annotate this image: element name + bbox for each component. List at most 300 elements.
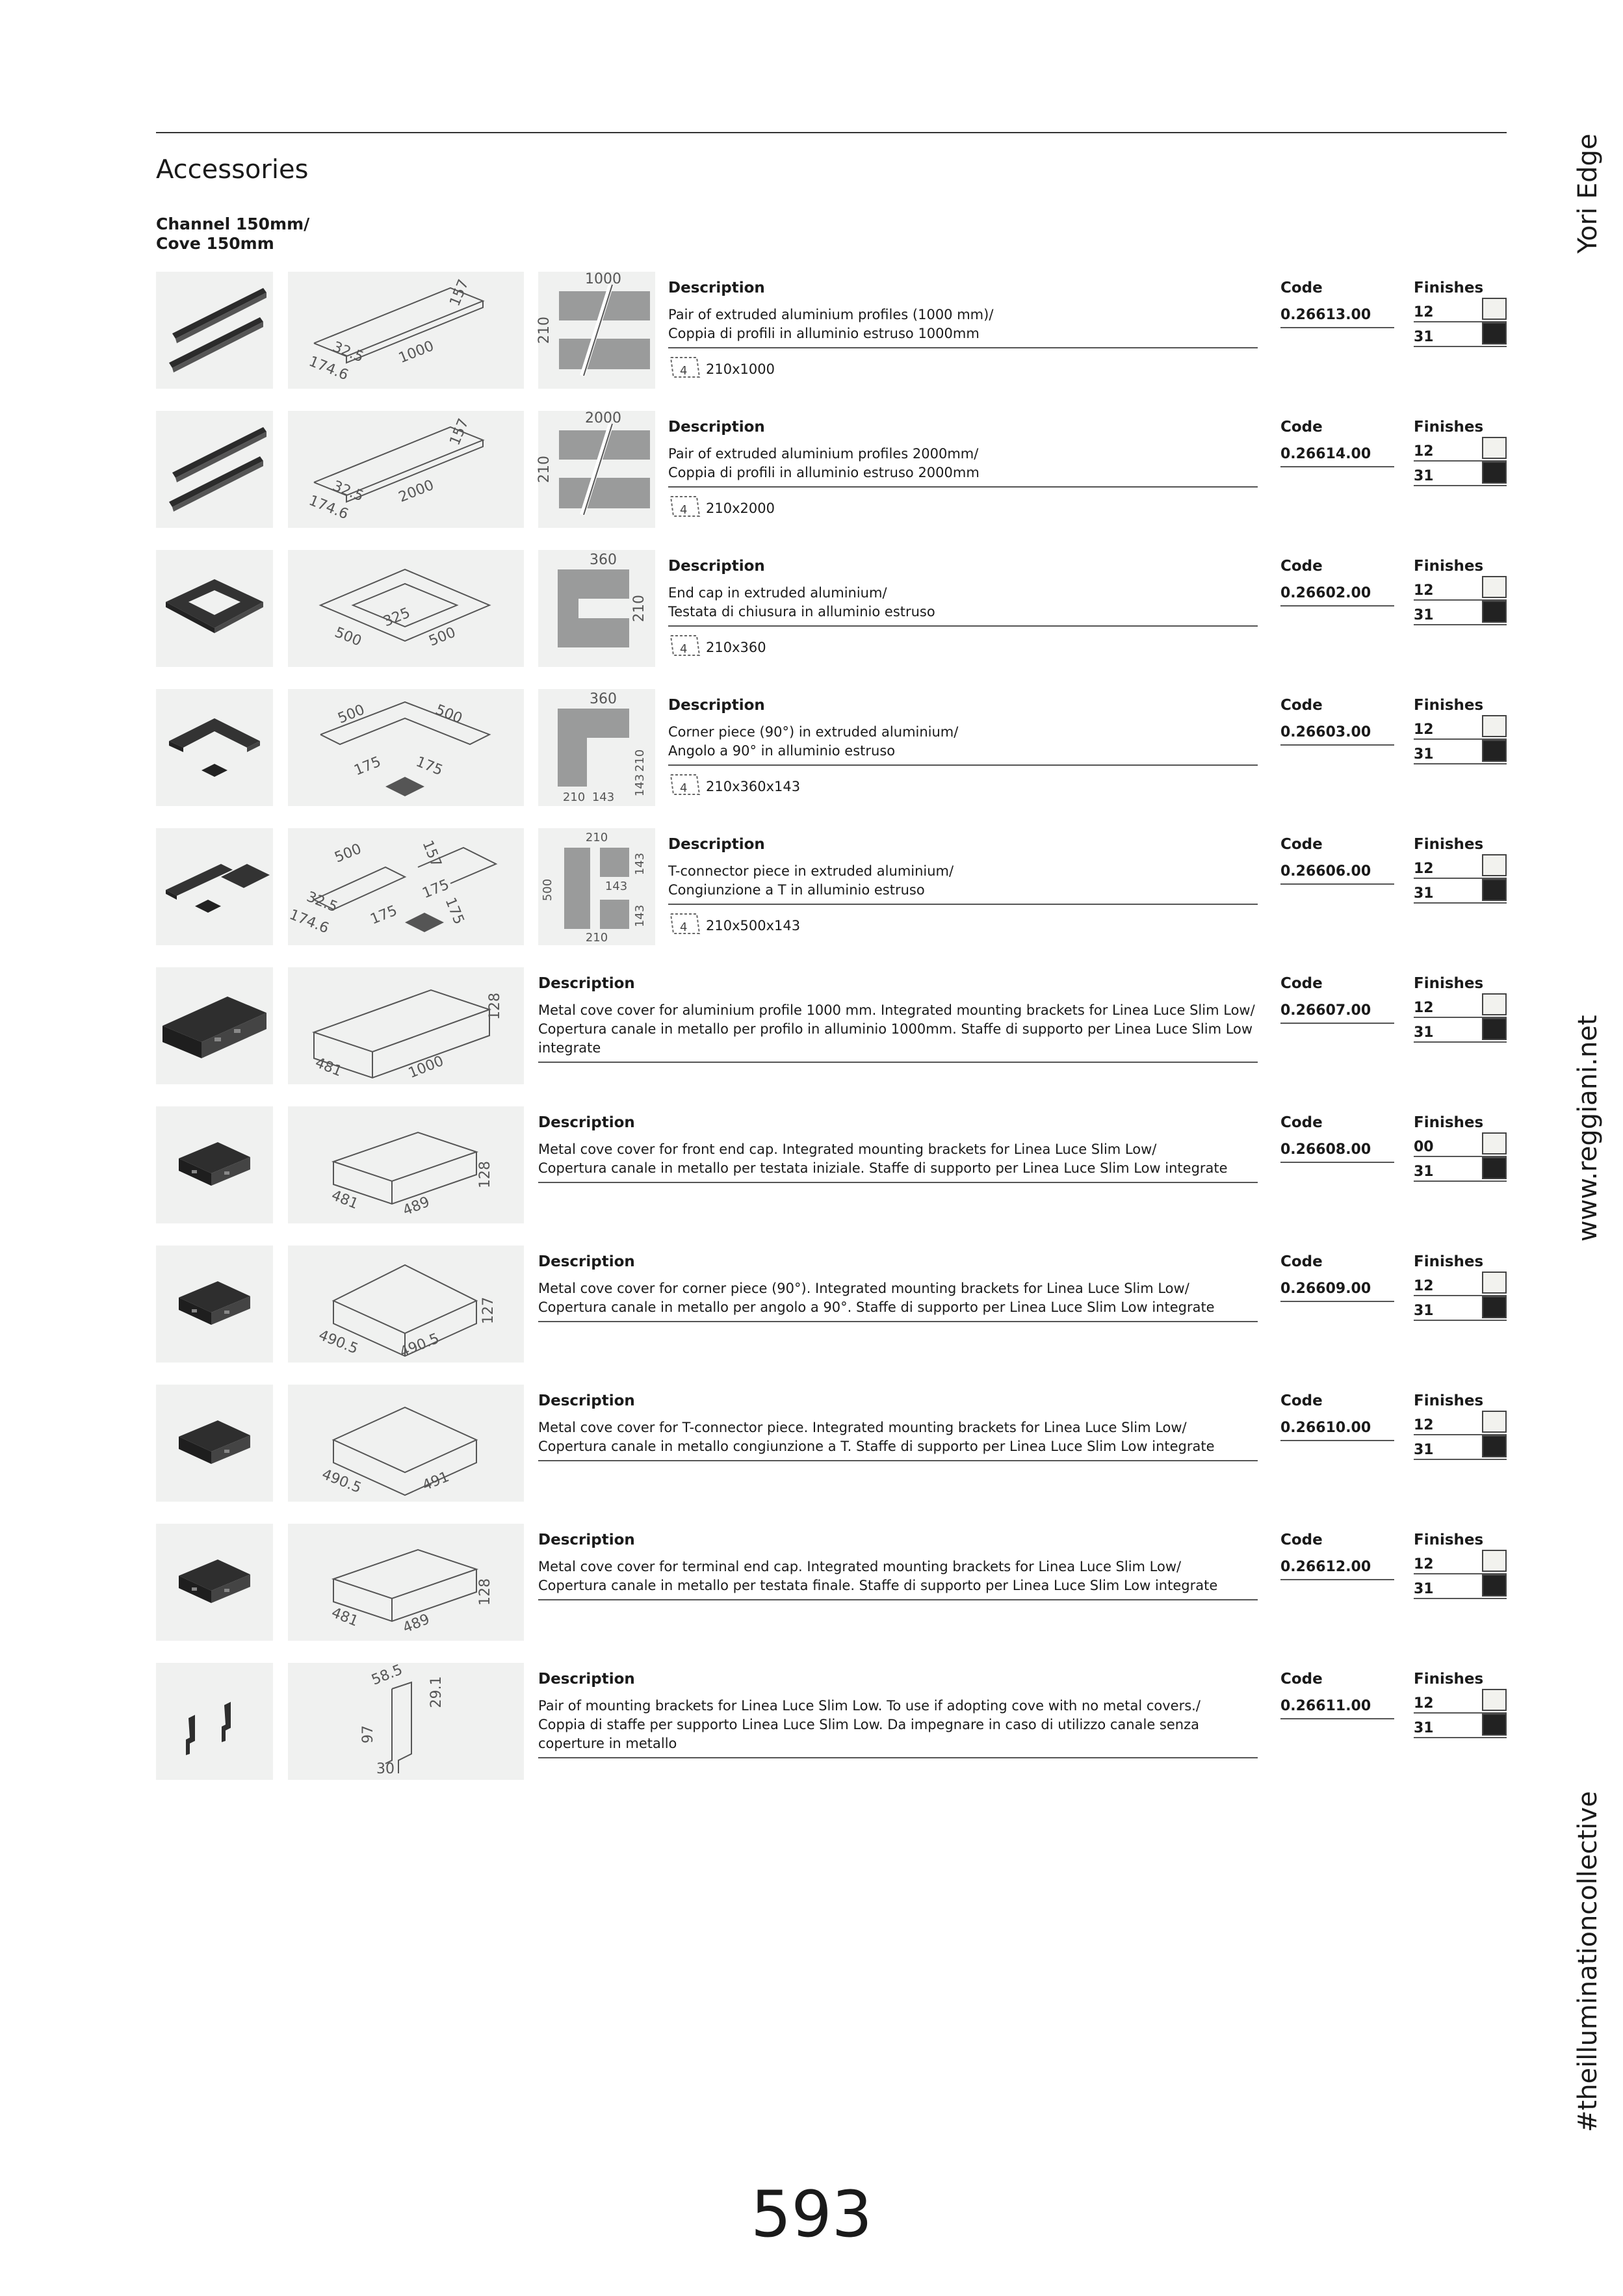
dimension-svg	[288, 411, 524, 528]
description-label: Description	[668, 558, 765, 575]
side-label-hashtag: #theilluminationcollective	[1573, 1791, 1603, 2132]
finish-swatch-black[interactable]	[1482, 462, 1507, 484]
finish-option[interactable]	[1414, 463, 1507, 486]
product-photo	[156, 1385, 273, 1502]
finish-code: 31	[1414, 1164, 1434, 1180]
description-block	[668, 697, 1258, 798]
dimension-label: 97	[360, 1725, 376, 1743]
cutout-icon	[668, 355, 702, 381]
product-code: 0.26608.00	[1280, 1141, 1394, 1163]
section-subtitle	[156, 215, 309, 254]
finish-option[interactable]	[1414, 602, 1507, 625]
description-line: coperture in metallo	[538, 1736, 677, 1751]
dimension-label: 175	[352, 753, 383, 779]
finish-swatch-black[interactable]	[1482, 1574, 1507, 1597]
finish-code: 12	[1414, 1417, 1434, 1433]
finish-option[interactable]	[1414, 577, 1507, 601]
description-text	[538, 1140, 1258, 1183]
finish-option[interactable]	[1414, 716, 1507, 740]
code-block	[1280, 419, 1394, 467]
ceiling-cutout	[668, 355, 1258, 381]
dimension-label: 32.5	[330, 339, 366, 366]
dimension-label: 30	[376, 1761, 395, 1777]
finish-code: 31	[1414, 885, 1434, 902]
product-photo	[156, 689, 273, 806]
product-code: 0.26603.00	[1280, 724, 1394, 746]
dimension-svg	[288, 272, 524, 389]
finish-option[interactable]	[1414, 1412, 1507, 1435]
description-label: Description	[668, 697, 765, 714]
dimension-label: 491	[420, 1468, 452, 1494]
dimension-label: 174.6	[287, 906, 331, 937]
code-block	[1280, 836, 1394, 885]
finish-swatch-black[interactable]	[1482, 1435, 1507, 1457]
description-line: Congiunzione a T in alluminio estruso	[668, 882, 925, 898]
cross-section-drawing	[538, 411, 655, 528]
description-text	[668, 723, 1258, 766]
svg-text:210: 210	[631, 595, 647, 622]
code-block	[1280, 1671, 1394, 1719]
description-line: Copertura canale in metallo per testata iniziale. Staffe di supporto per Linea Luce Slim Low integrate	[538, 1160, 1228, 1176]
finishes-label: Finishes	[1414, 1532, 1484, 1548]
cross-section-drawing	[538, 550, 655, 667]
code-block	[1280, 280, 1394, 328]
accessory-row	[156, 1106, 1507, 1223]
product-photo	[156, 967, 273, 1084]
finish-option[interactable]	[1414, 855, 1507, 879]
finish-code: 31	[1414, 1720, 1434, 1736]
dimension-label: 174.6	[306, 492, 351, 523]
dimension-drawing	[288, 411, 524, 528]
dimension-drawing	[288, 1524, 524, 1641]
finishes-label: Finishes	[1414, 697, 1484, 714]
description-block	[538, 1253, 1258, 1322]
cross-section-svg	[538, 272, 655, 389]
svg-text:143: 143	[633, 852, 647, 876]
dimension-label: 32.5	[304, 889, 340, 916]
svg-text:4: 4	[680, 920, 688, 934]
finish-swatch-black[interactable]	[1482, 322, 1507, 345]
finishes-block	[1414, 419, 1507, 486]
svg-text:500: 500	[541, 878, 554, 902]
description-block	[668, 419, 1258, 520]
code-label: Code	[1280, 280, 1323, 296]
finishes-block	[1414, 975, 1507, 1043]
description-text	[668, 445, 1258, 488]
dimension-svg	[288, 828, 524, 945]
svg-text:210: 210	[585, 931, 608, 945]
dimension-label: 128	[477, 1578, 493, 1606]
side-label-product: Yori Edge	[1573, 133, 1603, 254]
finish-option[interactable]	[1414, 880, 1507, 904]
finish-swatch-white[interactable]	[1482, 576, 1507, 598]
svg-text:143: 143	[591, 790, 615, 804]
description-line: Copertura canale in metallo per angolo a 90°. Staffe di supporto per Linea Luce Slim Low integrate	[538, 1299, 1215, 1315]
page-title: Accessories	[156, 155, 309, 185]
dimension-drawing	[288, 1106, 524, 1223]
cutout-size: 210x2000	[706, 501, 775, 516]
finishes-block	[1414, 697, 1507, 764]
finishes-block	[1414, 1253, 1507, 1321]
description-line: Copertura canale in metallo congiunzione a T. Staffe di supporto per Linea Luce Slim Low integrate	[538, 1439, 1215, 1454]
finish-code: 12	[1414, 1695, 1434, 1712]
description-line: Coppia di profili in alluminio estruso 1000mm	[668, 326, 980, 341]
description-block	[668, 558, 1258, 659]
dimension-svg	[288, 689, 524, 806]
code-label: Code	[1280, 419, 1323, 436]
description-text	[538, 1558, 1258, 1600]
accessory-row	[156, 550, 1507, 667]
finish-swatch-white[interactable]	[1482, 1132, 1507, 1155]
cross-section-svg	[538, 411, 655, 528]
dimension-drawing	[288, 967, 524, 1084]
svg-text:143: 143	[633, 904, 647, 928]
description-line: Copertura canale in metallo per profilo in alluminio 1000mm. Staffe di supporto per Linea Luce Slim Low	[538, 1021, 1253, 1037]
svg-text:4: 4	[680, 781, 688, 795]
product-code: 0.26610.00	[1280, 1420, 1394, 1441]
svg-text:2000: 2000	[585, 410, 621, 426]
dimension-label: 325	[381, 605, 413, 631]
description-line: Testata di chiusura in alluminio estruso	[668, 604, 935, 620]
finish-swatch-white[interactable]	[1482, 1272, 1507, 1294]
finish-option[interactable]	[1414, 1437, 1507, 1460]
product-photo	[156, 411, 273, 528]
dimension-label: 32.5	[330, 478, 366, 505]
cutout-size: 210x360x143	[706, 779, 801, 794]
product-photo	[156, 550, 273, 667]
dimension-label: 157	[447, 277, 473, 309]
description-label: Description	[668, 280, 765, 296]
finish-swatch-black[interactable]	[1482, 1018, 1507, 1040]
finishes-label: Finishes	[1414, 975, 1484, 992]
description-line: Metal cove cover for T-connector piece. Integrated mounting brackets for Linea Luce Slim Low/	[538, 1420, 1187, 1435]
description-block	[538, 1532, 1258, 1600]
ceiling-cutout	[668, 772, 1258, 798]
finishes-label: Finishes	[1414, 1253, 1484, 1270]
finish-swatch-black[interactable]	[1482, 1157, 1507, 1179]
cutout-size: 210x360	[706, 640, 766, 655]
dimension-label: 58.5	[369, 1662, 405, 1689]
product-photo	[156, 1106, 273, 1223]
code-block	[1280, 558, 1394, 607]
finish-swatch-black[interactable]	[1482, 601, 1507, 623]
description-label: Description	[538, 1532, 635, 1548]
subtitle-line: Channel 150mm/	[156, 215, 310, 233]
finish-code: 31	[1414, 746, 1434, 763]
ceiling-cutout	[668, 494, 1258, 520]
dimension-drawing	[288, 1246, 524, 1363]
code-label: Code	[1280, 1114, 1323, 1131]
dimension-label: 1000	[396, 337, 437, 367]
dimension-svg	[288, 1663, 524, 1780]
finish-option[interactable]	[1414, 438, 1507, 462]
dimension-label: 490.5	[397, 1330, 442, 1361]
finish-swatch-black[interactable]	[1482, 740, 1507, 762]
dimension-label: 500	[335, 701, 367, 727]
svg-text:143: 143	[604, 880, 628, 893]
svg-text:360: 360	[590, 691, 617, 707]
finish-swatch-white[interactable]	[1482, 854, 1507, 876]
dimension-label: 500	[332, 841, 364, 867]
finish-swatch-white[interactable]	[1482, 298, 1507, 320]
description-text	[668, 584, 1258, 627]
description-text	[538, 1418, 1258, 1461]
finishes-block	[1414, 836, 1507, 904]
code-label: Code	[1280, 697, 1323, 714]
finishes-label: Finishes	[1414, 836, 1484, 853]
dimension-label: 1000	[406, 1052, 447, 1082]
code-block	[1280, 1392, 1394, 1441]
finishes-block	[1414, 280, 1507, 347]
svg-text:360: 360	[590, 552, 617, 568]
code-label: Code	[1280, 1532, 1323, 1548]
product-code: 0.26609.00	[1280, 1281, 1394, 1302]
dimension-label: 157	[447, 416, 473, 448]
cross-section-drawing	[538, 272, 655, 389]
svg-text:4: 4	[680, 364, 688, 378]
cutout-icon	[668, 633, 702, 659]
code-label: Code	[1280, 1392, 1323, 1409]
product-code: 0.26611.00	[1280, 1698, 1394, 1719]
svg-text:210: 210	[562, 790, 586, 804]
cross-section-drawing	[538, 689, 655, 806]
product-photo	[156, 272, 273, 389]
finish-code: 31	[1414, 1442, 1434, 1458]
cutout-icon	[668, 911, 702, 937]
dimension-label: 490.5	[316, 1327, 361, 1358]
description-label: Description	[538, 1392, 635, 1409]
description-block	[538, 1114, 1258, 1183]
cross-section-svg	[538, 689, 655, 806]
description-text	[668, 862, 1258, 905]
finish-code: 31	[1414, 607, 1434, 623]
description-line: Pair of extruded aluminium profiles 2000mm/	[668, 446, 979, 462]
description-block	[668, 836, 1258, 937]
product-code: 0.26614.00	[1280, 446, 1394, 467]
code-label: Code	[1280, 975, 1323, 992]
description-line: integrate	[538, 1040, 601, 1056]
description-line: Metal cove cover for corner piece (90°). Integrated mounting brackets for Linea Luce Slim Low/	[538, 1281, 1189, 1296]
description-label: Description	[538, 1114, 635, 1131]
product-code: 0.26607.00	[1280, 1002, 1394, 1024]
dimension-drawing	[288, 1663, 524, 1780]
dimension-drawing	[288, 1385, 524, 1502]
description-text	[538, 1279, 1258, 1322]
description-line: Metal cove cover for aluminium profile 1000 mm. Integrated mounting brackets for Linea Luce Slim Low/	[538, 1002, 1255, 1018]
cutout-size: 210x1000	[706, 361, 775, 377]
accessory-row	[156, 828, 1507, 945]
cross-section-svg	[538, 550, 655, 667]
description-label: Description	[538, 1253, 635, 1270]
finish-option[interactable]	[1414, 1019, 1507, 1043]
accessory-row	[156, 689, 1507, 806]
dimension-label: 481	[313, 1054, 344, 1080]
description-text	[538, 1697, 1258, 1758]
description-line: Pair of mounting brackets for Linea Luce Slim Low. To use if adopting cove with no metal covers./	[538, 1698, 1201, 1714]
finishes-label: Finishes	[1414, 1392, 1484, 1409]
svg-text:210: 210	[633, 749, 647, 772]
dimension-label: 174.6	[306, 353, 351, 384]
dimension-label: 29.1	[428, 1676, 445, 1708]
finish-code: 12	[1414, 722, 1434, 738]
dimension-label: 175	[441, 895, 467, 927]
description-line: Coppia di staffe per supporto Linea Luce Slim Low. Da impegnare in caso di utilizzo canale senza	[538, 1717, 1199, 1732]
description-label: Description	[538, 1671, 635, 1688]
cutout-size: 210x500x143	[706, 918, 801, 933]
product-code: 0.26602.00	[1280, 585, 1394, 607]
finish-code: 31	[1414, 1303, 1434, 1319]
product-photo	[156, 1524, 273, 1641]
finishes-label: Finishes	[1414, 280, 1484, 296]
finish-option[interactable]	[1414, 741, 1507, 764]
finishes-label: Finishes	[1414, 558, 1484, 575]
finish-swatch-white[interactable]	[1482, 437, 1507, 459]
finish-option[interactable]	[1414, 1690, 1507, 1714]
dimension-label: 175	[413, 753, 445, 779]
code-block	[1280, 697, 1394, 746]
dimension-label: 175	[420, 876, 452, 902]
finishes-block	[1414, 558, 1507, 625]
accessory-row	[156, 1246, 1507, 1363]
finish-swatch-white[interactable]	[1482, 993, 1507, 1015]
accessory-row	[156, 967, 1507, 1084]
finish-option[interactable]	[1414, 1273, 1507, 1296]
finish-code: 31	[1414, 1581, 1434, 1597]
finish-swatch-white[interactable]	[1482, 715, 1507, 737]
description-label: Description	[538, 975, 635, 992]
side-label-website[interactable]: www.reggiani.net	[1573, 1015, 1603, 1242]
page-number: 593	[750, 2178, 873, 2252]
finishes-block	[1414, 1392, 1507, 1460]
dimension-label: 175	[368, 902, 400, 928]
cross-section-drawing	[538, 828, 655, 945]
description-label: Description	[668, 419, 765, 436]
finish-swatch-black[interactable]	[1482, 1296, 1507, 1318]
finishes-label: Finishes	[1414, 1671, 1484, 1688]
dimension-label: 481	[329, 1187, 361, 1213]
product-photo	[156, 828, 273, 945]
description-text	[538, 1001, 1258, 1063]
cross-section-svg	[538, 828, 655, 945]
description-block	[538, 1392, 1258, 1461]
accessory-row	[156, 411, 1507, 528]
finish-code: 31	[1414, 468, 1434, 484]
finish-code: 12	[1414, 1278, 1434, 1294]
finish-code: 12	[1414, 582, 1434, 599]
finishes-block	[1414, 1114, 1507, 1182]
code-block	[1280, 975, 1394, 1024]
dimension-label: 157	[419, 838, 445, 870]
dimension-drawing	[288, 272, 524, 389]
accessory-row	[156, 1524, 1507, 1641]
finish-code: 12	[1414, 861, 1434, 877]
finish-option[interactable]	[1414, 1715, 1507, 1738]
finish-code: 00	[1414, 1139, 1434, 1155]
finish-option[interactable]	[1414, 1576, 1507, 1599]
finish-option[interactable]	[1414, 299, 1507, 322]
finish-swatch-white[interactable]	[1482, 1550, 1507, 1572]
description-block	[538, 1671, 1258, 1758]
code-block	[1280, 1114, 1394, 1163]
description-block	[538, 975, 1258, 1063]
dimension-label: 490.5	[319, 1466, 364, 1497]
description-line: Coppia di profili in alluminio estruso 2000mm	[668, 465, 980, 480]
ceiling-cutout	[668, 911, 1258, 937]
finish-code: 31	[1414, 329, 1434, 345]
dimension-label: 128	[487, 993, 503, 1020]
description-line: End cap in extruded aluminium/	[668, 585, 887, 601]
description-line: Copertura canale in metallo per testata finale. Staffe di supporto per Linea Luce Slim Low integrate	[538, 1578, 1218, 1593]
svg-text:4: 4	[680, 503, 688, 517]
finish-option[interactable]	[1414, 1551, 1507, 1574]
description-line: Pair of extruded aluminium profiles (1000 mm)/	[668, 307, 994, 322]
code-label: Code	[1280, 558, 1323, 575]
dimension-drawing	[288, 689, 524, 806]
dimension-label: 489	[400, 1194, 432, 1220]
finish-code: 12	[1414, 304, 1434, 320]
finish-option[interactable]	[1414, 995, 1507, 1018]
product-photo	[156, 1663, 273, 1780]
finish-option[interactable]	[1414, 1134, 1507, 1157]
dimension-svg	[288, 1246, 524, 1363]
description-line: Corner piece (90°) in extruded aluminium/	[668, 724, 959, 740]
dimension-svg	[288, 1524, 524, 1641]
description-label: Description	[668, 836, 765, 853]
top-rule	[156, 132, 1507, 133]
accessory-row	[156, 1385, 1507, 1502]
svg-text:143: 143	[633, 774, 647, 797]
finish-swatch-black[interactable]	[1482, 879, 1507, 901]
dimension-label: 500	[433, 701, 465, 727]
finish-code: 12	[1414, 1000, 1434, 1016]
finish-swatch-white[interactable]	[1482, 1689, 1507, 1711]
ceiling-cutout	[668, 633, 1258, 659]
finishes-block	[1414, 1671, 1507, 1738]
code-label: Code	[1280, 1671, 1323, 1688]
dimension-label: 500	[426, 624, 458, 650]
svg-text:210: 210	[536, 317, 552, 344]
finish-code: 12	[1414, 1556, 1434, 1572]
description-line: Metal cove cover for terminal end cap. Integrated mounting brackets for Linea Luce Slim Low/	[538, 1559, 1182, 1574]
finish-option[interactable]	[1414, 1298, 1507, 1321]
svg-text:210: 210	[536, 456, 552, 483]
dimension-label: 128	[477, 1161, 493, 1188]
dimension-label: 2000	[396, 476, 437, 506]
subtitle-line: Cove 150mm	[156, 234, 274, 253]
finish-option[interactable]	[1414, 1158, 1507, 1182]
dimension-svg	[288, 1106, 524, 1223]
dimension-svg	[288, 967, 524, 1084]
finishes-block	[1414, 1532, 1507, 1599]
description-line: Angolo a 90° in alluminio estruso	[668, 743, 896, 759]
svg-text:1000: 1000	[585, 271, 621, 287]
code-label: Code	[1280, 1253, 1323, 1270]
cutout-icon	[668, 494, 702, 520]
finish-swatch-white[interactable]	[1482, 1411, 1507, 1433]
svg-text:210: 210	[585, 831, 608, 844]
code-label: Code	[1280, 836, 1323, 853]
dimension-label: 489	[400, 1611, 432, 1637]
description-text	[668, 306, 1258, 348]
description-line: Metal cove cover for front end cap. Integrated mounting brackets for Linea Luce Slim Low/	[538, 1141, 1157, 1157]
product-code: 0.26606.00	[1280, 863, 1394, 885]
finishes-label: Finishes	[1414, 1114, 1484, 1131]
finish-option[interactable]	[1414, 324, 1507, 347]
dimension-drawing	[288, 550, 524, 667]
dimension-label: 481	[329, 1604, 361, 1630]
accessory-row	[156, 1663, 1507, 1780]
finish-swatch-black[interactable]	[1482, 1714, 1507, 1736]
